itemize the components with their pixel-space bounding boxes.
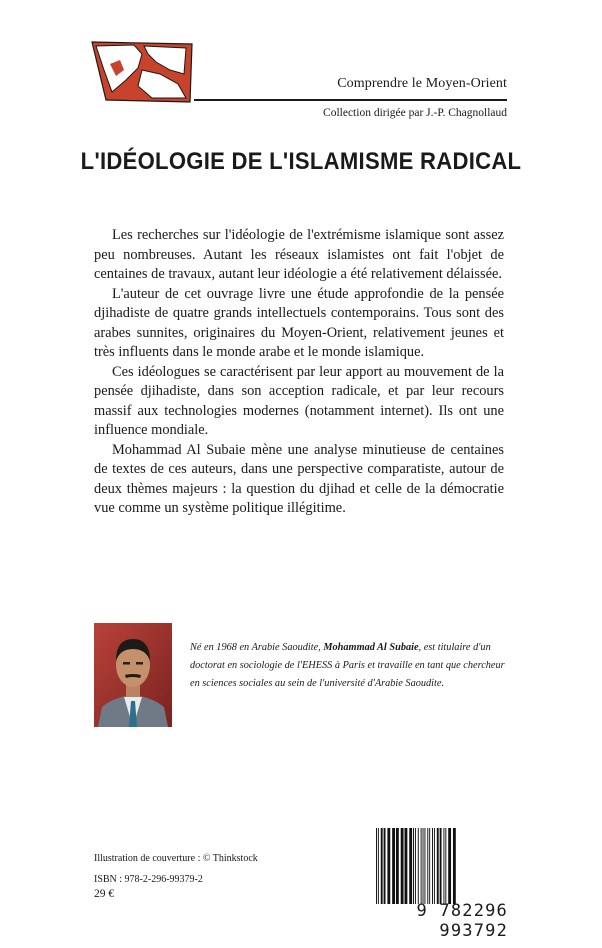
barcode-bar bbox=[376, 828, 377, 904]
barcode-bar bbox=[443, 828, 444, 904]
author-bio bbox=[190, 639, 505, 693]
barcode-bar bbox=[429, 828, 430, 904]
middle-east-map-icon bbox=[90, 40, 194, 104]
summary-paragraph: Ces idéologues se caractérisent par leur apport au mouvement de la pensée djihadiste, dans son acception radicale, et par leur recours massif aux technologies modernes (notamment internet). Ils ont une influence mondiale. bbox=[94, 363, 504, 438]
barcode-bar bbox=[427, 828, 428, 904]
collection-director: Collection dirigée par J.-P. Chagnollaud bbox=[323, 107, 507, 119]
barcode-bar bbox=[434, 828, 435, 904]
series-title: Comprendre le Moyen-Orient bbox=[337, 76, 507, 91]
book-title: L'IDÉOLOGIE DE L'ISLAMISME RADICAL bbox=[80, 148, 522, 175]
author-name: Mohammad Al Subaie bbox=[323, 642, 419, 653]
barcode-bar bbox=[437, 828, 439, 904]
barcode-bar bbox=[405, 828, 408, 904]
author-photo bbox=[94, 623, 172, 727]
summary-paragraph: L'auteur de cet ouvrage livre une étude approfondie de la pensée djihadiste de quatre grands intellectuels contemporains. Tous sont des arabes sunnites, originaires du Moyen-Orient, relativement jeunes et très influents dans le monde arabe et le monde islamique. bbox=[94, 285, 504, 360]
summary-paragraph: Mohammad Al Subaie mène une analyse minutieuse de centaines de textes de ces auteurs, dans une perspective comparatiste, autour de deux thèmes majeurs : la question du djihad et celle de la démocratie vue comme un système politique illégitime. bbox=[94, 441, 504, 516]
barcode-bar bbox=[453, 828, 456, 904]
header-rule bbox=[194, 99, 507, 101]
barcode-bar bbox=[448, 828, 451, 904]
barcode-bar bbox=[421, 828, 422, 904]
barcode-number: 9 782296 993792 bbox=[416, 901, 508, 941]
barcode-bar bbox=[384, 828, 386, 904]
barcode bbox=[374, 828, 508, 904]
summary-paragraph: Les recherches sur l'idéologie de l'extrémisme islamique sont assez peu nombreuses. Autant les réseaux islamistes ont fait l'objet de centaines de travaux, autant leur idéologie a été relativement délaissée. bbox=[94, 227, 504, 282]
bio-intro: Né en 1968 en Arabie Saoudite, bbox=[190, 642, 324, 653]
isbn: ISBN : 978-2-296-99379-2 bbox=[94, 874, 203, 885]
summary-text bbox=[94, 226, 504, 519]
barcode-bar bbox=[432, 828, 433, 904]
barcode-bar bbox=[392, 828, 395, 904]
barcode-bar bbox=[445, 828, 446, 904]
barcode-bar bbox=[418, 828, 419, 904]
barcode-bar bbox=[381, 828, 383, 904]
price: 29 € bbox=[94, 888, 115, 900]
bio-details: , est titulaire d'un doctorat en sociologie de l'EHESS à Paris et travaille en tant que chercheur en sciences sociales au sein de l'université d'Arabie Saoudite. bbox=[190, 642, 505, 689]
barcode-bar bbox=[387, 828, 390, 904]
barcode-bar bbox=[409, 828, 412, 904]
barcode-bar bbox=[413, 828, 414, 904]
barcode-bar bbox=[423, 828, 424, 904]
barcode-bar bbox=[396, 828, 399, 904]
cover-credit: Illustration de couverture : © Thinkstock bbox=[94, 853, 258, 864]
barcode-bar bbox=[440, 828, 442, 904]
barcode-bar bbox=[415, 828, 416, 904]
barcode-bar bbox=[378, 828, 379, 904]
barcode-bar bbox=[401, 828, 404, 904]
barcode-bar bbox=[424, 828, 425, 904]
